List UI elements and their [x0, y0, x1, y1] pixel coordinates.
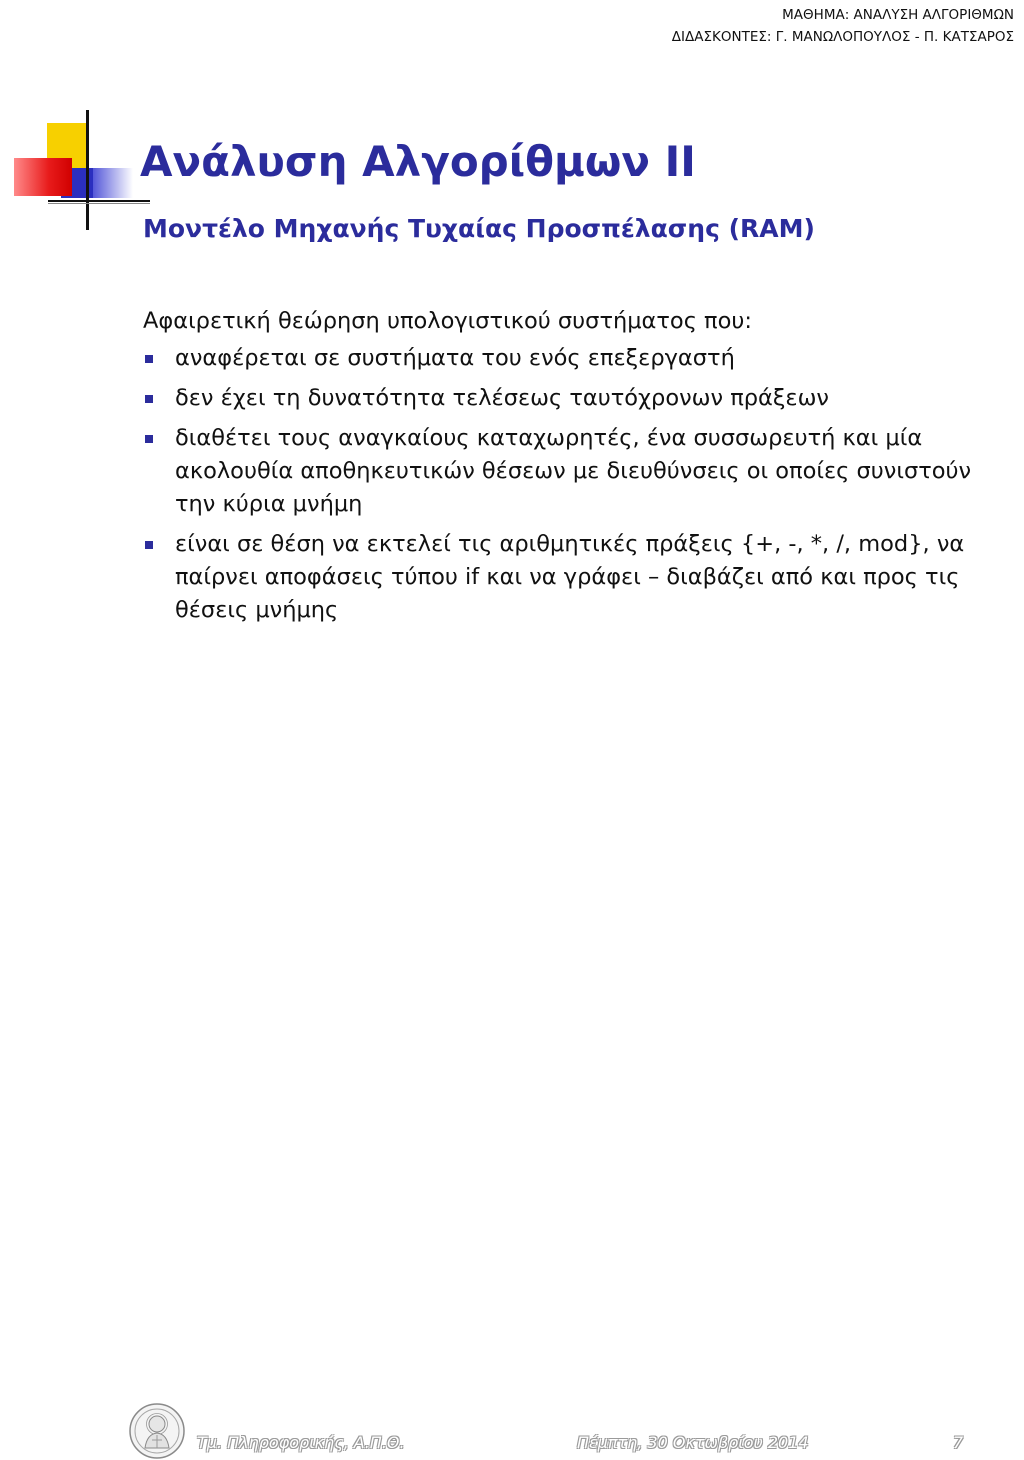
square-bullet-icon	[145, 541, 153, 549]
bullet-text: είναι σε θέση να εκτελεί τις αριθμητικές πράξεις {+, -, *, /, mod}, να παίρνει αποφάσεις τύπου if και να γράφει – διαβάζει από και προς τις θέσεις μνήμης	[175, 531, 965, 623]
bullet-text: διαθέτει τους αναγκαίους καταχωρητές, ένα συσσωρευτή και μία ακολουθία αποθηκευτικών θέσεων με διευθύνσεις οι οποίες συνιστούν την κύρια μνήμη	[175, 425, 972, 517]
decorative-squares-logo	[0, 0, 150, 240]
horizontal-line-shadow	[48, 203, 150, 204]
slide-body	[143, 305, 1003, 634]
footer-department: Τμ. Πληροφορικής, Α.Π.Θ.	[197, 1433, 405, 1452]
slide-footer	[0, 700, 1024, 1452]
bullet-text: δεν έχει τη δυνατότητα τελέσεως ταυτόχρονων πράξεων	[175, 385, 829, 411]
red-gradient-square	[14, 158, 72, 196]
bullet-list	[143, 342, 1003, 627]
university-seal-icon	[128, 1402, 186, 1460]
square-bullet-icon	[145, 435, 153, 443]
footer-date: Πέμπτη, 30 Οκτωβρίου 2014	[577, 1433, 809, 1452]
square-bullet-icon	[145, 395, 153, 403]
list-item	[143, 422, 1003, 521]
blue-gradient-square	[93, 168, 133, 198]
list-item	[143, 342, 1003, 375]
bullet-text: αναφέρεται σε συστήματα του ενός επεξεργαστή	[175, 345, 735, 371]
vertical-line	[86, 110, 89, 230]
slide-header	[672, 4, 1014, 48]
page-number: 7	[953, 1433, 964, 1452]
list-item	[143, 382, 1003, 415]
intro-text: Αφαιρετική θεώρηση υπολογιστικού συστήματος που:	[143, 308, 752, 334]
slide-subtitle: Μοντέλο Μηχανής Τυχαίας Προσπέλασης (RAM)	[143, 214, 815, 243]
course-label: ΜΑΘΗΜΑ: ΑΝΑΛΥΣΗ ΑΛΓΟΡΙΘΜΩΝ	[782, 7, 1014, 23]
horizontal-line	[48, 200, 150, 202]
slide-title: Ανάλυση Αλγορίθμων ΙΙ	[140, 137, 696, 186]
square-bullet-icon	[145, 355, 153, 363]
list-item	[143, 528, 1003, 627]
instructors-label: ΔΙΔΑΣΚΟΝΤΕΣ: Γ. ΜΑΝΩΛΟΠΟΥΛΟΣ - Π. ΚΑΤΣΑΡΟΣ	[671, 29, 1014, 45]
